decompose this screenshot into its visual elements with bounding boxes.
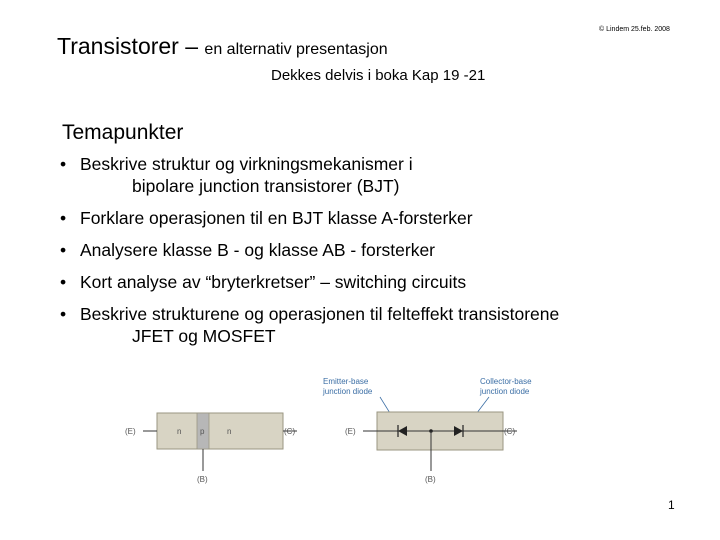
bullet-text: Forklare operasjonen til en BJT klasse A-forsterker (80, 208, 473, 228)
transistor-diagram (115, 370, 555, 490)
diode-base-label: (B) (425, 475, 436, 484)
n-region-label: n (227, 427, 232, 436)
npn-base-label: (B) (197, 475, 208, 484)
bullet-item (60, 153, 700, 197)
emitter-base-label: Emitter-base (323, 377, 369, 386)
page-number: 1 (668, 498, 675, 512)
bullet-item (60, 239, 700, 261)
n-region-label: n (177, 427, 182, 436)
npn-emitter-label: (E) (125, 427, 136, 436)
bullet-text: Analysere klasse B - og klasse AB - forsterker (80, 240, 435, 260)
collector-base-label-line2: junction diode (480, 387, 530, 396)
bullet-text-continued: bipolare junction transistorer (BJT) (132, 176, 400, 196)
diode-model (322, 377, 532, 484)
bullet-icon: • (60, 154, 67, 174)
emitter-base-label-line2: junction diode (323, 387, 373, 396)
bullet-icon: • (60, 304, 67, 324)
bullet-list (60, 153, 700, 357)
title-subtitle: en alternativ presentasjon (204, 41, 388, 58)
bullet-text: Kort analyse av “bryterkretser” – switching circuits (80, 272, 467, 292)
bullet-icon: • (60, 272, 67, 292)
bullet-icon: • (60, 240, 67, 260)
npn-structure (125, 413, 297, 484)
slide-title (57, 33, 388, 60)
bullet-item (60, 271, 700, 293)
p-region-label: p (200, 427, 205, 436)
npn-block (157, 413, 283, 449)
bullet-text: Beskrive strukturene og operasjonen til felteffekt transistorene (80, 304, 560, 324)
copyright-note: © Lindem 25.feb. 2008 (599, 26, 670, 33)
diode-emitter-label: (E) (345, 427, 356, 436)
bullet-item (60, 303, 700, 347)
bullet-text: Beskrive struktur og virkningsmekanismer i (80, 154, 413, 174)
collector-base-label: Collector-base (480, 377, 532, 386)
coverage-note: Dekkes delvis i boka Kap 19 -21 (271, 67, 486, 84)
npn-collector-label: (C) (284, 427, 296, 436)
diode-collector-label: (C) (504, 427, 516, 436)
bullet-text-continued: JFET og MOSFET (132, 326, 276, 346)
bullet-icon: • (60, 208, 67, 228)
bullet-item (60, 207, 700, 229)
section-heading: Temapunkter (62, 121, 184, 144)
title-main: Transistorer – (57, 33, 205, 59)
